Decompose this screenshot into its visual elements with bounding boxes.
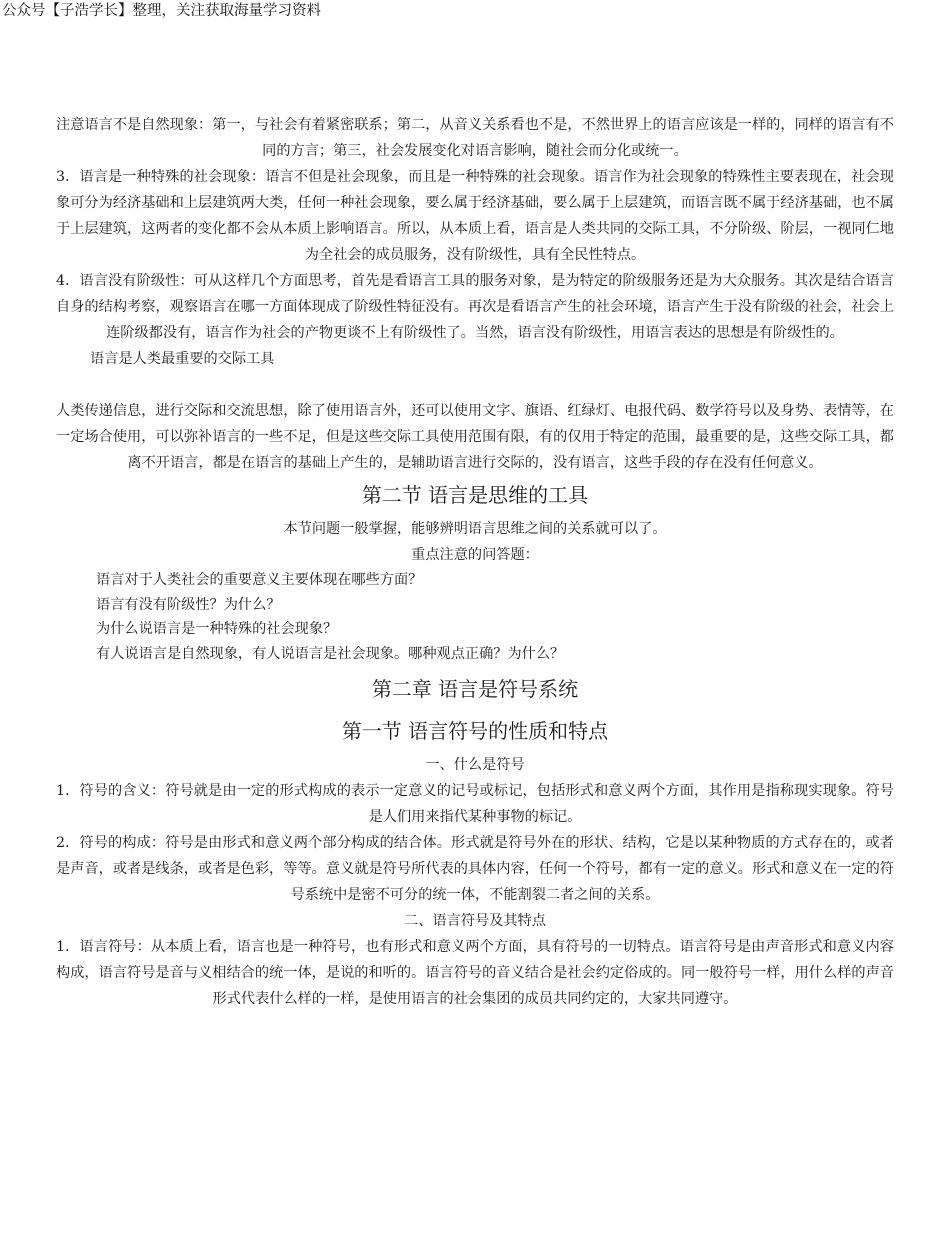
part-heading-language-symbol: 二、语言符号及其特点 bbox=[404, 913, 546, 929]
paragraph-special-social-phenomenon: 3．语言是一种特殊的社会现象：语言不但是社会现象，而且是一种特殊的社会现象。语言作为社会现象的特殊性主要表现在，社会现象可分为经济基础和上层建筑两大类，任何一种社会现象，要么属于经济基础，要么属于上层建筑，而语言既不属于经济基础，也不属于上层建筑，这两者的变化都不会从本质上影响语言。所以，从本质上看，语言是人类共同的交际工具，不分阶级、阶层，一视同仁地为全社会的成员服务，没有阶级性，具有全民性特点。 bbox=[56, 169, 894, 263]
paragraph-language-symbol: 1．语言符号：从本质上看，语言也是一种符号，也有形式和意义两个方面，具有符号的一切特点。语言符号是由声音形式和意义内容构成，语言符号是音与义相结合的统一体，是说的和听的。语言符号的音义结合是社会约定俗成的。同一般符号一样，用什么样的声音形式代表什么样的一样，是使用语言的社会集团的成员共同约定的，大家共同遵守。 bbox=[56, 939, 894, 1007]
paragraph-symbol-structure: 2．符号的构成：符号是由形式和意义两个部分构成的结合体。形式就是符号外在的形状、结构，它是以某种物质的方式存在的，或者是声音，或者是线条，或者是色彩，等等。意义就是符号所代表的具体内容，任何一个符号，都有一定的意义。形式和意义在一定的符号系统中是密不可分的统一体，不能割裂二者之间的关系。 bbox=[56, 835, 894, 903]
watermark-text: 公众号【子浩学长】整理，关注获取海量学习资料 bbox=[2, 3, 321, 19]
paragraph-natural-phenomenon: 注意语言不是自然现象：第一，与社会有着紧密联系；第二，从音义关系看也不是，不然世界上的语言应该是一样的，同样的语言有不同的方言；第三，社会发展变化对语言影响，随社会而分化或统一。 bbox=[56, 117, 894, 159]
paragraph-other-communication-tools: 人类传递信息，进行交际和交流思想，除了使用语言外，还可以使用文字、旗语、红绿灯、电报代码、数学符号以及身势、表情等，在一定场合使用，可以弥补语言的一些不足，但是这些交际工具使用范围有限，有的仅用于特定的范围，最重要的是，这些交际工具，都离不开语言，都是在语言的基础上产生的，是辅助语言进行交际的，没有语言，这些手段的存在没有任何意义。 bbox=[56, 403, 894, 471]
question-item: 为什么说语言是一种特殊的社会现象？ bbox=[96, 621, 338, 637]
key-questions-heading: 重点注意的问答题： bbox=[411, 547, 539, 563]
section-title-symbol-nature: 第一节 语言符号的性质和特点 bbox=[341, 719, 609, 743]
section-intro: 本节问题一般掌握，能够辨明语言思维之间的关系就可以了。 bbox=[283, 521, 667, 537]
question-item: 语言对于人类社会的重要意义主要体现在哪些方面？ bbox=[96, 572, 423, 588]
part-heading-what-is-symbol: 一、什么是符号 bbox=[425, 757, 525, 773]
subheading-most-important-tool: 语言是人类最重要的交际工具 bbox=[90, 351, 275, 367]
question-item: 有人说语言是自然现象，有人说语言是社会现象。哪种观点正确？为什么？ bbox=[96, 645, 565, 662]
section-title-thinking-tool: 第二节 语言是思维的工具 bbox=[361, 483, 589, 507]
chapter-title: 第二章 语言是符号系统 bbox=[371, 677, 579, 701]
spacer bbox=[56, 372, 894, 398]
document-body bbox=[56, 112, 894, 1012]
question-item: 语言有没有阶级性？为什么？ bbox=[96, 596, 281, 613]
paragraph-symbol-meaning: 1．符号的含义：符号就是由一定的形式构成的表示一定意义的记号或标记，包括形式和意义两个方面，其作用是指称现实现象。符号是人们用来指代某种事物的标记。 bbox=[56, 783, 894, 825]
paragraph-no-class-nature: 4．语言没有阶级性：可从这样几个方面思考，首先是看语言工具的服务对象，是为特定的阶级服务还是为大众服务。其次是结合语言自身的结构考察，观察语言在哪一方面体现成了阶级性特征没有。再次是看语言产生的社会环境，语言产生于没有阶级的社会，社会上连阶级都没有，语言作为社会的产物更谈不上有阶级性了。当然，语言没有阶级性，用语言表达的思想是有阶级性的。 bbox=[56, 273, 894, 341]
